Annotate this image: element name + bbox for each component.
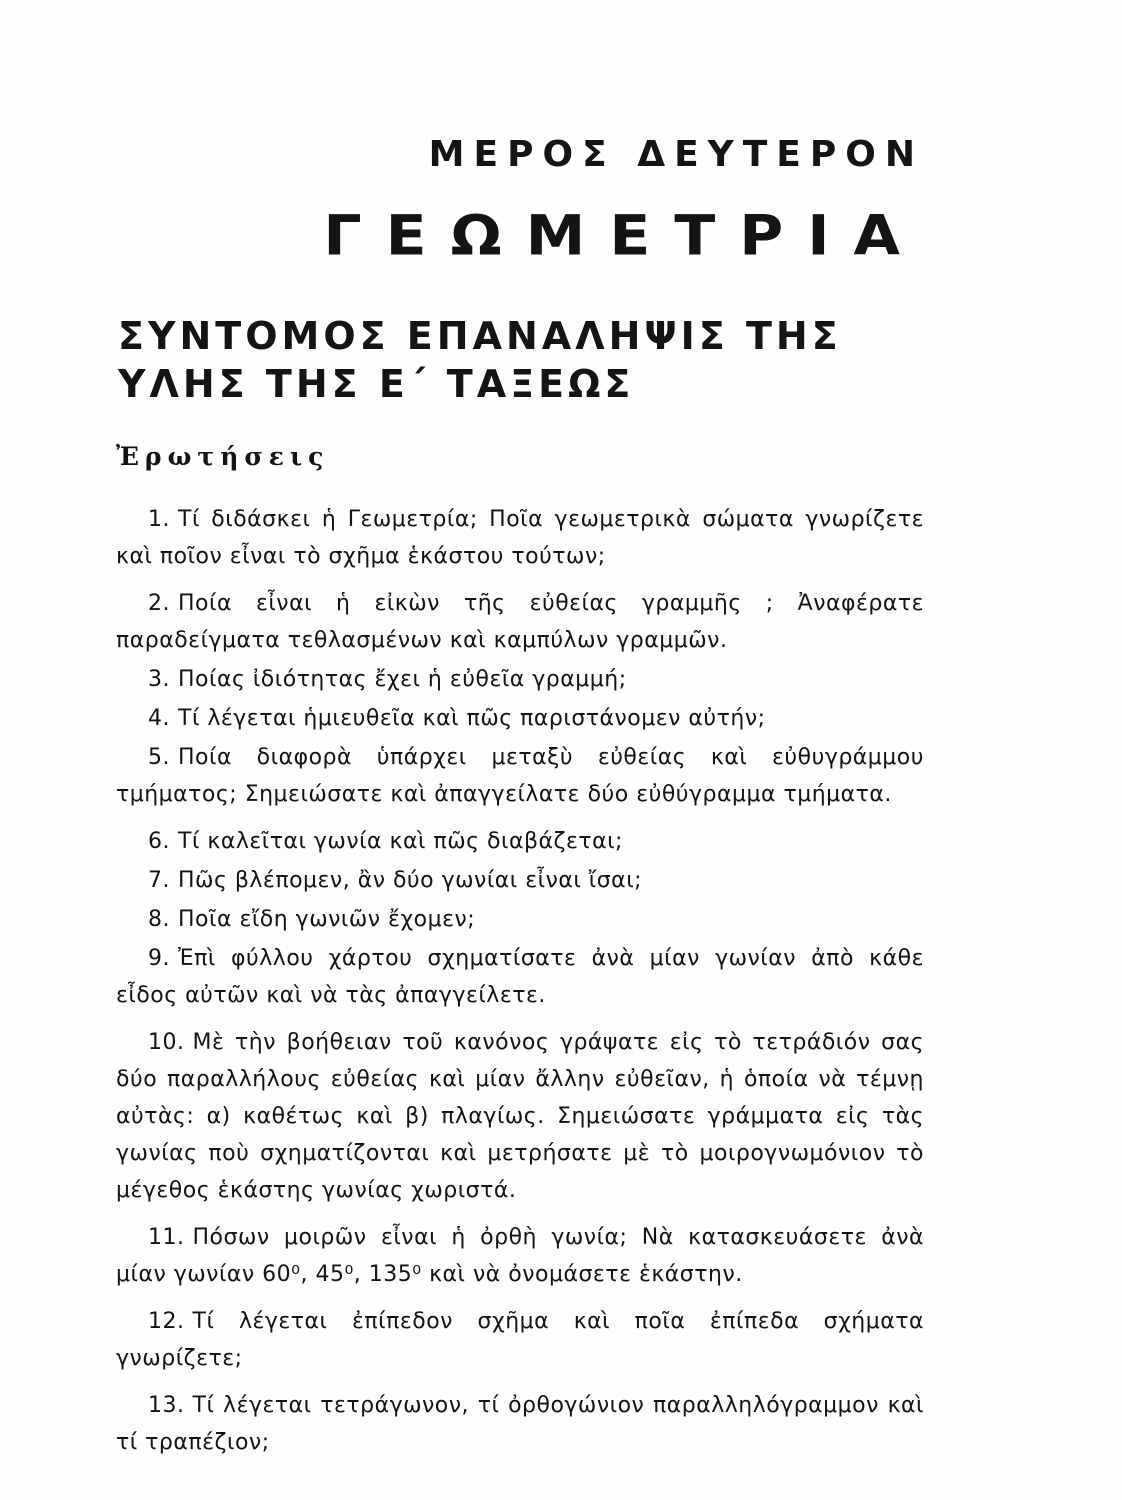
question-text: Πῶς βλέπομεν, ἂν δύο γωνίαι εἶναι ἴσαι; xyxy=(178,868,643,893)
question-number: 5. xyxy=(148,745,170,770)
question-item xyxy=(116,1387,924,1461)
question-number: 7. xyxy=(148,868,170,893)
question-text: Τί λέγεται τετράγωνον, τί ὀρθογώνιον παραλληλόγραμμον καὶ τί τραπέζιον; xyxy=(116,1393,924,1455)
question-number: 11. xyxy=(148,1225,185,1250)
question-item xyxy=(116,739,924,813)
question-text: Μὲ τὴν βοήθειαν τοῦ κανόνος γράψατε εἰς τὸ τετράδιόν σας δύο παραλλήλους εὐθείας καὶ μίαν ἄλλην εὐθεῖαν, ἡ ὁποία νὰ τέμνῃ αὐτὰς: α) καθέτως καὶ β) πλαγίως. Σημειώσατε γράμματα εἰς τὰς γωνίας ποὺ σχηματίζονται καὶ μετρήσατε μὲ τὸ μοιρογνωμόνιον τὸ μέγεθος ἑκάστης γωνίας χωριστά. xyxy=(116,1030,924,1203)
question-number: 6. xyxy=(148,829,170,854)
question-number: 4. xyxy=(148,706,170,731)
part-title: ΜΕΡΟΣ ΔΕΥΤΕΡΟΝ xyxy=(428,134,924,175)
question-item xyxy=(116,661,924,698)
question-number: 9. xyxy=(148,946,170,971)
question-text: Τί λέγεται ἡμιευθεῖα καὶ πῶς παριστάνομεν αὐτήν; xyxy=(178,706,766,731)
question-number: 3. xyxy=(148,667,170,692)
question-number: 13. xyxy=(148,1393,185,1418)
subject-title: ΓΕΩΜΕΤΡΙΑ xyxy=(323,204,924,269)
question-text: Ποῖα εἴδη γωνιῶν ἔχομεν; xyxy=(178,907,476,932)
question-text: Τί καλεῖται γωνία καὶ πῶς διαβάζεται; xyxy=(178,829,623,854)
question-number: 2. xyxy=(148,591,170,616)
question-text: Ποία διαφορὰ ὑπάρχει μεταξὺ εὐθείας καὶ εὐθυγράμμου τμήματος; Σημειώσατε καὶ ἀπαγγείλατε δύο εὐθύγραμμα τμήματα. xyxy=(116,745,924,807)
question-item xyxy=(116,901,924,938)
question-item xyxy=(116,1219,924,1293)
question-item xyxy=(116,1024,924,1209)
questions-list xyxy=(116,501,924,1463)
question-text: Πόσων μοιρῶν εἶναι ἡ ὀρθὴ γωνία; Νὰ κατασκευάσετε ἀνὰ μίαν γωνίαν 60⁰, 45⁰, 135⁰ καὶ νὰ ὀνομάσετε ἑκάστην. xyxy=(116,1225,924,1287)
question-item xyxy=(116,501,924,575)
questions-heading: Ἐρωτήσεις xyxy=(116,442,330,471)
question-text: Ποία εἶναι ἡ εἰκὼν τῆς εὐθείας γραμμῆς ; Ἀναφέρατε παραδείγματα τεθλασμένων καὶ καμπύλων γραμμῶν. xyxy=(116,591,924,653)
question-number: 8. xyxy=(148,907,170,932)
question-item xyxy=(116,585,924,659)
question-text: Ἐπὶ φύλλου χάρτου σχηματίσατε ἀνὰ μίαν γωνίαν ἀπὸ κάθε εἶδος αὐτῶν καὶ νὰ τὰς ἀπαγγείλετε. xyxy=(116,946,924,1008)
question-item xyxy=(116,1303,924,1377)
question-number: 10. xyxy=(148,1030,185,1055)
question-text: Τί λέγεται ἐπίπεδον σχῆμα καὶ ποῖα ἐπίπεδα σχήματα γνωρίζετε; xyxy=(116,1309,924,1371)
section-title-line-1: ΣΥΝΤΟΜΟΣ ΕΠΑΝΑΛΗΨΙΣ ΤΗΣ xyxy=(118,314,842,358)
question-item xyxy=(116,823,924,860)
question-number: 12. xyxy=(148,1309,185,1334)
section-title xyxy=(118,312,842,408)
question-text: Τί διδάσκει ἡ Γεωμετρία; Ποῖα γεωμετρικὰ σώματα γνωρίζετε καὶ ποῖον εἶναι τὸ σχῆμα ἑκάστου τούτων; xyxy=(116,507,924,569)
question-text: Ποίας ἰδιότητας ἔχει ἡ εὐθεῖα γραμμή; xyxy=(178,667,627,692)
section-title-line-2: ΥΛΗΣ ΤΗΣ Ε΄ ΤΑΞΕΩΣ xyxy=(118,362,635,406)
question-number: 1. xyxy=(148,507,170,532)
question-item xyxy=(116,940,924,1014)
question-item xyxy=(116,700,924,737)
question-item xyxy=(116,862,924,899)
